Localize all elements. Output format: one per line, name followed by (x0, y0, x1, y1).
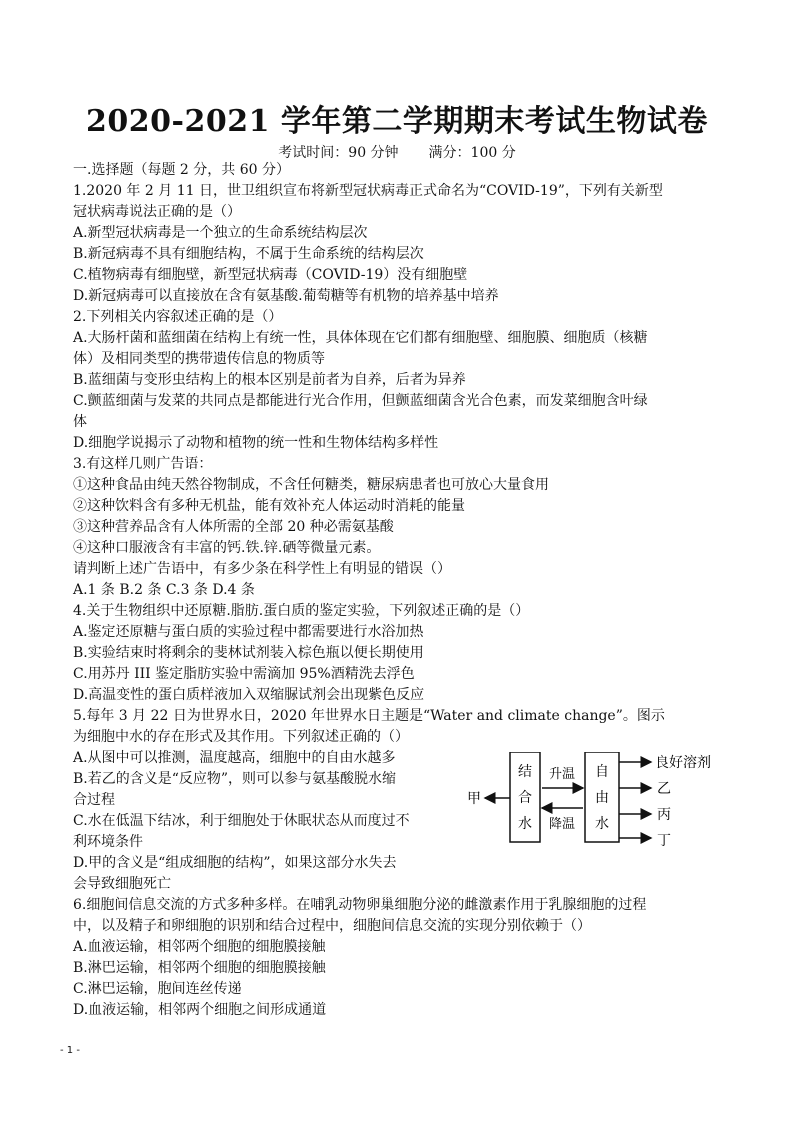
water-forms-diagram (465, 752, 725, 862)
q5-option-c-line-2: 利环境条件 (73, 834, 143, 850)
q5-option-d-line-2: 会导致细胞死亡 (73, 876, 171, 892)
q4-stem: 4.关于生物组织中还原糖.脂肪.蛋白质的鉴定实验，下列叙述正确的是（） (73, 603, 530, 619)
q2-option-d: D.细胞学说揭示了动物和植物的统一性和生物体结构多样性 (73, 435, 439, 451)
q6-option-b: B.淋巴运输，相邻两个细胞的细胞膜接触 (73, 960, 326, 976)
q3-question: 请判断上述广告语中，有多少条在科学性上有明显的错误（） (73, 561, 451, 577)
warming-label: 升温 (548, 767, 576, 782)
q1-option-d: D.新冠病毒可以直接放在含有氨基酸.葡萄糖等有机物的培养基中培养 (73, 288, 499, 304)
bound-water-char-2: 合 (518, 790, 532, 806)
q1-stem-line-1: 1.2020 年 2 月 11 日，世卫组织宣布将新型冠状病毒正式命名为“COVID-19”，下列有关新型 (73, 183, 663, 199)
q5-option-c-line-1: C.水在低温下结冰，利于细胞处于休眠状态从而度过不 (73, 813, 410, 829)
q4-option-d: D.高温变性的蛋白质样液加入双缩脲试剂会出现紫色反应 (73, 687, 425, 703)
exam-score: 满分：100 分 (428, 145, 516, 161)
q5-option-b-line-2: 合过程 (73, 792, 115, 808)
q6-stem-line-2: 中，以及精子和卵细胞的识别和结合过程中，细胞间信息交流的实现分别依赖于（） (73, 918, 591, 934)
section-heading: 一.选择题（每题 2 分，共 60 分） (73, 162, 290, 178)
page-title: 2020-2021 学年第二学期期末考试生物试卷 (86, 104, 708, 139)
q4-option-a: A.鉴定还原糖与蛋白质的实验过程中都需要进行水浴加热 (73, 624, 424, 640)
q4-option-c: C.用苏丹 III 鉴定脂肪实验中需滴加 95%酒精洗去浮色 (73, 666, 415, 682)
q2-option-a-line-2: 体）及相同类型的携带遗传信息的物质等 (73, 351, 325, 367)
q3-statement-2: ②这种饮料含有多种无机盐，能有效补充人体运动时消耗的能量 (73, 498, 465, 514)
solvent-label: 良好溶剂 (655, 755, 711, 771)
q3-statement-4: ④这种口服液含有丰富的钙.铁.锌.硒等微量元素。 (73, 540, 381, 556)
yi-label: 乙 (657, 781, 671, 797)
q3-options: A.1 条 B.2 条 C.3 条 D.4 条 (73, 582, 255, 598)
q1-option-c: C.植物病毒有细胞壁，新型冠状病毒（COVID-19）没有细胞壁 (73, 267, 468, 283)
q3-statement-3: ③这种营养品含有人体所需的全部 20 种必需氨基酸 (73, 519, 394, 535)
q6-option-a: A.血液运输，相邻两个细胞的细胞膜接触 (73, 939, 326, 955)
q2-stem: 2.下列相关内容叙述正确的是（） (73, 309, 283, 325)
exam-info (0, 142, 794, 162)
q2-option-c-line-2: 体 (73, 414, 87, 430)
q5-stem-line-2: 为细胞中水的存在形式及其作用。下列叙述正确的（） (73, 729, 409, 745)
q6-option-c: C.淋巴运输，胞间连丝传递 (73, 981, 242, 997)
q5-stem-line-1: 5.每年 3 月 22 日为世界水日，2020 年世界水日主题是“Water and climate change”。图示 (73, 708, 665, 724)
q1-option-a: A.新型冠状病毒是一个独立的生命系统结构层次 (73, 225, 368, 241)
ding-label: 丁 (657, 833, 671, 849)
q2-option-b: B.蓝细菌与变形虫结构上的根本区别是前者为自养，后者为异养 (73, 372, 466, 388)
q5-option-a: A.从图中可以推测，温度越高，细胞中的自由水越多 (73, 750, 396, 766)
bing-label: 丙 (657, 807, 671, 823)
bound-water-char-1: 结 (518, 764, 532, 780)
q4-option-b: B.实验结束时将剩余的斐林试剂装入棕色瓶以便长期使用 (73, 645, 424, 661)
q6-option-d: D.血液运输，相邻两个细胞之间形成通道 (73, 1002, 327, 1018)
free-water-char-1: 自 (595, 764, 609, 780)
cooling-label: 降温 (548, 817, 576, 832)
free-water-char-3: 水 (595, 816, 609, 832)
q5-option-b-line-1: B.若乙的含义是“反应物”，则可以参与氨基酸脱水缩 (73, 771, 397, 787)
q1-option-b: B.新冠病毒不具有细胞结构，不属于生命系统的结构层次 (73, 246, 424, 262)
bound-water-char-3: 水 (518, 816, 532, 832)
q5-option-d-line-1: D.甲的含义是“组成细胞的结构”，如果这部分水失去 (73, 855, 397, 871)
q3-stem: 3.有这样几则广告语： (73, 456, 213, 472)
free-water-char-2: 由 (595, 790, 609, 806)
exam-time: 考试时间：90 分钟 (278, 145, 399, 161)
q3-statement-1: ①这种食品由纯天然谷物制成，不含任何糖类，糖尿病患者也可放心大量食用 (73, 477, 549, 493)
q1-stem-line-2: 冠状病毒说法正确的是（） (73, 204, 241, 220)
q2-option-a-line-1: A.大肠杆菌和蓝细菌在结构上有统一性，具体体现在它们都有细胞壁、细胞膜、细胞质（核糖 (73, 330, 648, 346)
jia-label: 甲 (467, 791, 481, 807)
q6-stem-line-1: 6.细胞间信息交流的方式多种多样。在哺乳动物卵巢细胞分泌的雌激素作用于乳腺细胞的过程 (73, 897, 647, 913)
page-number: - 1 - (60, 1045, 80, 1056)
q2-option-c-line-1: C.颤蓝细菌与发菜的共同点是都能进行光合作用，但颤蓝细菌含光合色素，而发菜细胞含叶绿 (73, 393, 648, 409)
